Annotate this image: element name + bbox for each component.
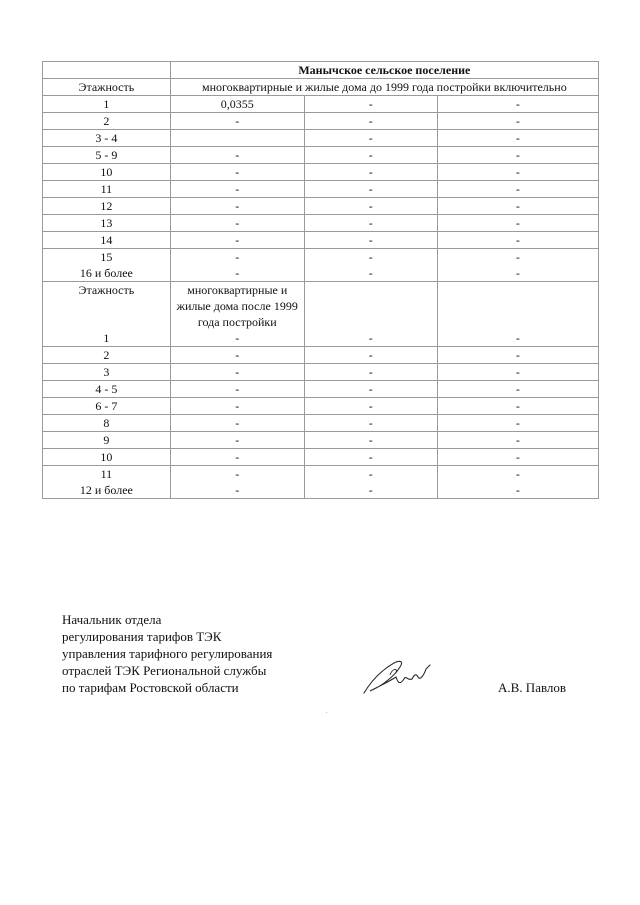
table-row [43, 181, 599, 198]
value-cell: - [437, 181, 598, 198]
floors-cell: 10 [43, 449, 171, 466]
value-cell: - [170, 347, 304, 364]
section2-rows [43, 347, 599, 466]
floors-cell: 12 [43, 198, 171, 215]
value-cell: - - [304, 466, 437, 499]
signer-line: регулирования тарифов ТЭК [62, 629, 222, 644]
floors-cell: 4 - 5 [43, 381, 171, 398]
value-cell: - [170, 198, 304, 215]
value-cell: - [304, 164, 437, 181]
table-row [43, 381, 599, 398]
floors-cell: 6 - 7 [43, 398, 171, 415]
value-cell: - [304, 113, 437, 130]
value-cell: - - [304, 249, 437, 282]
value-cell: - - [437, 466, 598, 499]
value-cell: - [437, 347, 598, 364]
value-cell: - [437, 113, 598, 130]
value-cell: - [170, 164, 304, 181]
section2-header-row [43, 282, 599, 347]
value-cell: - [304, 381, 437, 398]
floors-cell: 2 [43, 347, 171, 364]
value-cell: - [437, 398, 598, 415]
value-cell: - [437, 432, 598, 449]
table-row [43, 364, 599, 381]
value-cell: - [170, 232, 304, 249]
category-header: многоквартирные и жилые дома до 1999 года постройки включительно [170, 79, 598, 96]
value-cell: 0,0355 [170, 96, 304, 113]
table-row [43, 164, 599, 181]
table-row [43, 96, 599, 113]
signer-line: управления тарифного регулирования [62, 646, 273, 661]
value-cell: - [437, 96, 598, 113]
floors-cell: 11 [43, 181, 171, 198]
table-row [43, 432, 599, 449]
value-cell: - [437, 130, 598, 147]
category-header: многоквартирные и жилые дома после 1999 года постройки - [170, 282, 304, 347]
value-cell: - [170, 415, 304, 432]
floors-cell: 11 12 и более [43, 466, 171, 499]
value-cell: - [437, 364, 598, 381]
settlement-title-row [43, 62, 599, 79]
scan-speck [326, 712, 327, 713]
table-row [43, 215, 599, 232]
floors-cell: 15 16 и более [43, 249, 171, 282]
value-cell: - [437, 282, 598, 347]
section1-header-row [43, 79, 599, 96]
value-cell: - [437, 147, 598, 164]
value-cell: - [170, 113, 304, 130]
value-cell: - [304, 181, 437, 198]
value-cell: - [304, 215, 437, 232]
value-cell: - - [437, 249, 598, 282]
floors-cell: 3 [43, 364, 171, 381]
empty-cell [43, 62, 171, 79]
table-row [43, 249, 599, 282]
floors-cell: 14 [43, 232, 171, 249]
floors-cell: 3 - 4 [43, 130, 171, 147]
value-cell: - [170, 381, 304, 398]
signer-line: отраслей ТЭК Региональной службы [62, 663, 267, 678]
value-cell: - [437, 198, 598, 215]
value-cell: - [304, 432, 437, 449]
value-cell: - [304, 415, 437, 432]
floors-header: Этажность [43, 79, 171, 96]
value-cell: - [437, 415, 598, 432]
floors-cell: 8 [43, 415, 171, 432]
table-row [43, 466, 599, 499]
table-row [43, 198, 599, 215]
value-cell: - [304, 398, 437, 415]
table-row [43, 113, 599, 130]
value-cell: - [170, 181, 304, 198]
floors-cell: 10 [43, 164, 171, 181]
value-cell: - [170, 449, 304, 466]
value-cell: - - [170, 249, 304, 282]
value-cell: - [437, 232, 598, 249]
table-row [43, 130, 599, 147]
tariff-table [42, 61, 599, 499]
value-cell: - [170, 398, 304, 415]
value-cell: - [170, 215, 304, 232]
value-cell: - [437, 381, 598, 398]
value-cell: - [304, 96, 437, 113]
value-cell: - [170, 147, 304, 164]
signer-line: по тарифам Ростовской области [62, 680, 239, 695]
value-cell: - [304, 347, 437, 364]
floors-cell: 1 [43, 96, 171, 113]
table-row [43, 232, 599, 249]
table-row [43, 147, 599, 164]
value-cell: - [304, 198, 437, 215]
settlement-title: Манычское сельское поселение [170, 62, 598, 79]
signer-position [62, 611, 362, 696]
value-cell: - - [170, 466, 304, 499]
table-row [43, 415, 599, 432]
value-cell: - [170, 364, 304, 381]
table-row [43, 449, 599, 466]
value-cell: - [304, 449, 437, 466]
table-row [43, 347, 599, 364]
value-cell [170, 130, 304, 147]
floors-cell: 9 [43, 432, 171, 449]
value-cell: - [304, 282, 437, 347]
value-cell: - [170, 432, 304, 449]
value-cell: - [304, 130, 437, 147]
floors-header: Этажность 1 [43, 282, 171, 347]
section1-rows [43, 96, 599, 249]
value-cell: - [304, 147, 437, 164]
signer-line: Начальник отдела [62, 612, 162, 627]
floors-cell: 13 [43, 215, 171, 232]
table-row [43, 398, 599, 415]
value-cell: - [304, 364, 437, 381]
value-cell: - [437, 449, 598, 466]
floors-cell: 5 - 9 [43, 147, 171, 164]
value-cell: - [437, 215, 598, 232]
signer-name: А.В. Павлов [498, 680, 567, 695]
value-cell: - [304, 232, 437, 249]
value-cell: - [437, 164, 598, 181]
handwritten-signature [360, 655, 435, 697]
floors-cell: 2 [43, 113, 171, 130]
